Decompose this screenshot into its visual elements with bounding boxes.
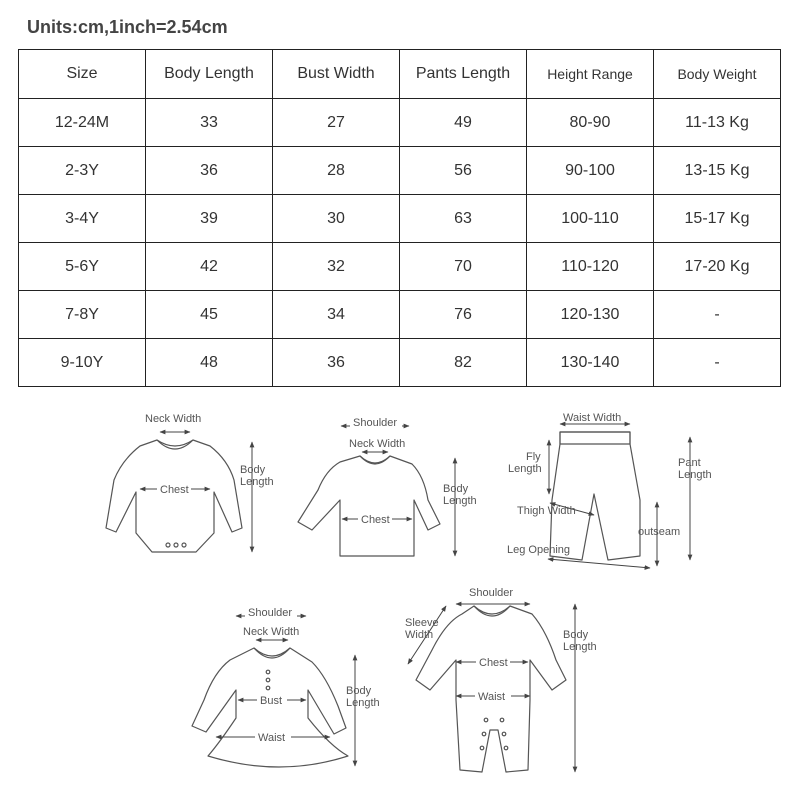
leg-opening-arrow (548, 559, 650, 568)
snap-button-icon (480, 746, 484, 750)
column-header-body-weight: Body Weight (654, 50, 781, 99)
cell-body-length: 42 (146, 243, 273, 291)
neck-width-label: Neck Width (243, 626, 300, 638)
cell-size: 2-3Y (19, 147, 146, 195)
chest-label: Chest (160, 484, 189, 496)
pants-outline (550, 432, 640, 560)
cell-size: 3-4Y (19, 195, 146, 243)
cell-size: 7-8Y (19, 291, 146, 339)
thigh-width-label: Thigh Width (517, 505, 576, 517)
snap-button-icon (166, 543, 170, 547)
outseam-label: outseam (638, 526, 681, 538)
cell-body-weight: - (654, 339, 781, 387)
waist-label: Waist (258, 732, 286, 744)
cell-pants-length: 49 (400, 99, 527, 147)
cell-body-weight: - (654, 291, 781, 339)
cell-body-weight: 15-17 Kg (654, 195, 781, 243)
table-row (19, 99, 781, 147)
body-length-label-2: Length (563, 641, 597, 653)
shoulder-label: Shoulder (353, 417, 398, 429)
cell-body-length: 48 (146, 339, 273, 387)
table-header-row (19, 50, 781, 99)
cell-size: 9-10Y (19, 339, 146, 387)
cell-body-length: 39 (146, 195, 273, 243)
column-header-bust-width: Bust Width (273, 50, 400, 99)
cell-pants-length: 76 (400, 291, 527, 339)
cell-pants-length: 82 (400, 339, 527, 387)
cell-pants-length: 56 (400, 147, 527, 195)
fly-length-label-1: Fly (526, 451, 541, 463)
neck-width-label: Neck Width (145, 413, 202, 425)
cell-bust-width: 36 (273, 339, 400, 387)
sleeve-width-label-1: Sleeve (405, 617, 439, 629)
dress-button-icon (266, 678, 270, 682)
cell-body-weight: 11-13 Kg (654, 99, 781, 147)
size-chart-table (18, 49, 781, 387)
units-note: Units:cm,1inch=2.54cm (27, 17, 228, 37)
sweater-diagram (298, 416, 477, 556)
cell-height-range: 80-90 (527, 99, 654, 147)
table-row (19, 195, 781, 243)
neck-width-label: Neck Width (349, 438, 406, 450)
pants-diagram (507, 412, 712, 568)
cell-size: 12-24M (19, 99, 146, 147)
pants-waistband (560, 432, 630, 444)
romper-diagram (405, 586, 597, 772)
table-row (19, 339, 781, 387)
body-length-label-1: Body (240, 464, 266, 476)
column-header-height-range: Height Range (527, 50, 654, 99)
cell-bust-width: 34 (273, 291, 400, 339)
snap-button-icon (504, 746, 508, 750)
cell-body-length: 36 (146, 147, 273, 195)
dress-button-icon (266, 670, 270, 674)
snap-button-icon (502, 732, 506, 736)
table-row (19, 291, 781, 339)
cell-size: 5-6Y (19, 243, 146, 291)
dress-outline (192, 648, 348, 767)
column-header-size: Size (19, 50, 146, 99)
cell-body-weight: 17-20 Kg (654, 243, 781, 291)
chest-label: Chest (361, 514, 390, 526)
snap-button-icon (500, 718, 504, 722)
pant-length-label-2: Length (678, 469, 712, 481)
waist-width-label: Waist Width (563, 412, 622, 424)
sweater-outline (298, 456, 440, 556)
shoulder-label: Shoulder (248, 607, 293, 619)
fly-length-label-2: Length (508, 463, 542, 475)
bodysuit-diagram (106, 413, 274, 552)
cell-bust-width: 30 (273, 195, 400, 243)
dress-button-icon (266, 686, 270, 690)
column-header-body-length: Body Length (146, 50, 273, 99)
cell-bust-width: 32 (273, 243, 400, 291)
table-row (19, 243, 781, 291)
leg-opening-label: Leg Opening (507, 544, 570, 556)
cell-height-range: 120-130 (527, 291, 654, 339)
sleeve-width-label-2: Width (405, 629, 434, 641)
body-length-label-1: Body (563, 629, 589, 641)
shoulder-label: Shoulder (469, 587, 514, 599)
chest-label: Chest (479, 657, 508, 669)
cell-pants-length: 70 (400, 243, 527, 291)
cell-height-range: 100-110 (527, 195, 654, 243)
snap-button-icon (484, 718, 488, 722)
waist-label: Waist (478, 691, 506, 703)
cell-bust-width: 28 (273, 147, 400, 195)
body-length-label-2: Length (443, 495, 477, 507)
column-header-pants-length: Pants Length (400, 50, 527, 99)
table-row (19, 147, 781, 195)
cell-pants-length: 63 (400, 195, 527, 243)
cell-body-length: 33 (146, 99, 273, 147)
dress-diagram (192, 606, 380, 767)
snap-button-icon (174, 543, 178, 547)
body-length-label-2: Length (346, 697, 380, 709)
cell-height-range: 90-100 (527, 147, 654, 195)
body-length-label-1: Body (443, 483, 469, 495)
cell-height-range: 130-140 (527, 339, 654, 387)
snap-button-icon (182, 543, 186, 547)
body-length-label-1: Body (346, 685, 372, 697)
cell-body-weight: 13-15 Kg (654, 147, 781, 195)
body-length-label-2: Length (240, 476, 274, 488)
bodysuit-collar (157, 440, 193, 449)
pant-length-label-1: Pant (678, 457, 701, 469)
cell-body-length: 45 (146, 291, 273, 339)
bust-label: Bust (260, 695, 283, 707)
snap-button-icon (482, 732, 486, 736)
measurement-diagrams (0, 395, 800, 800)
cell-height-range: 110-120 (527, 243, 654, 291)
cell-bust-width: 27 (273, 99, 400, 147)
